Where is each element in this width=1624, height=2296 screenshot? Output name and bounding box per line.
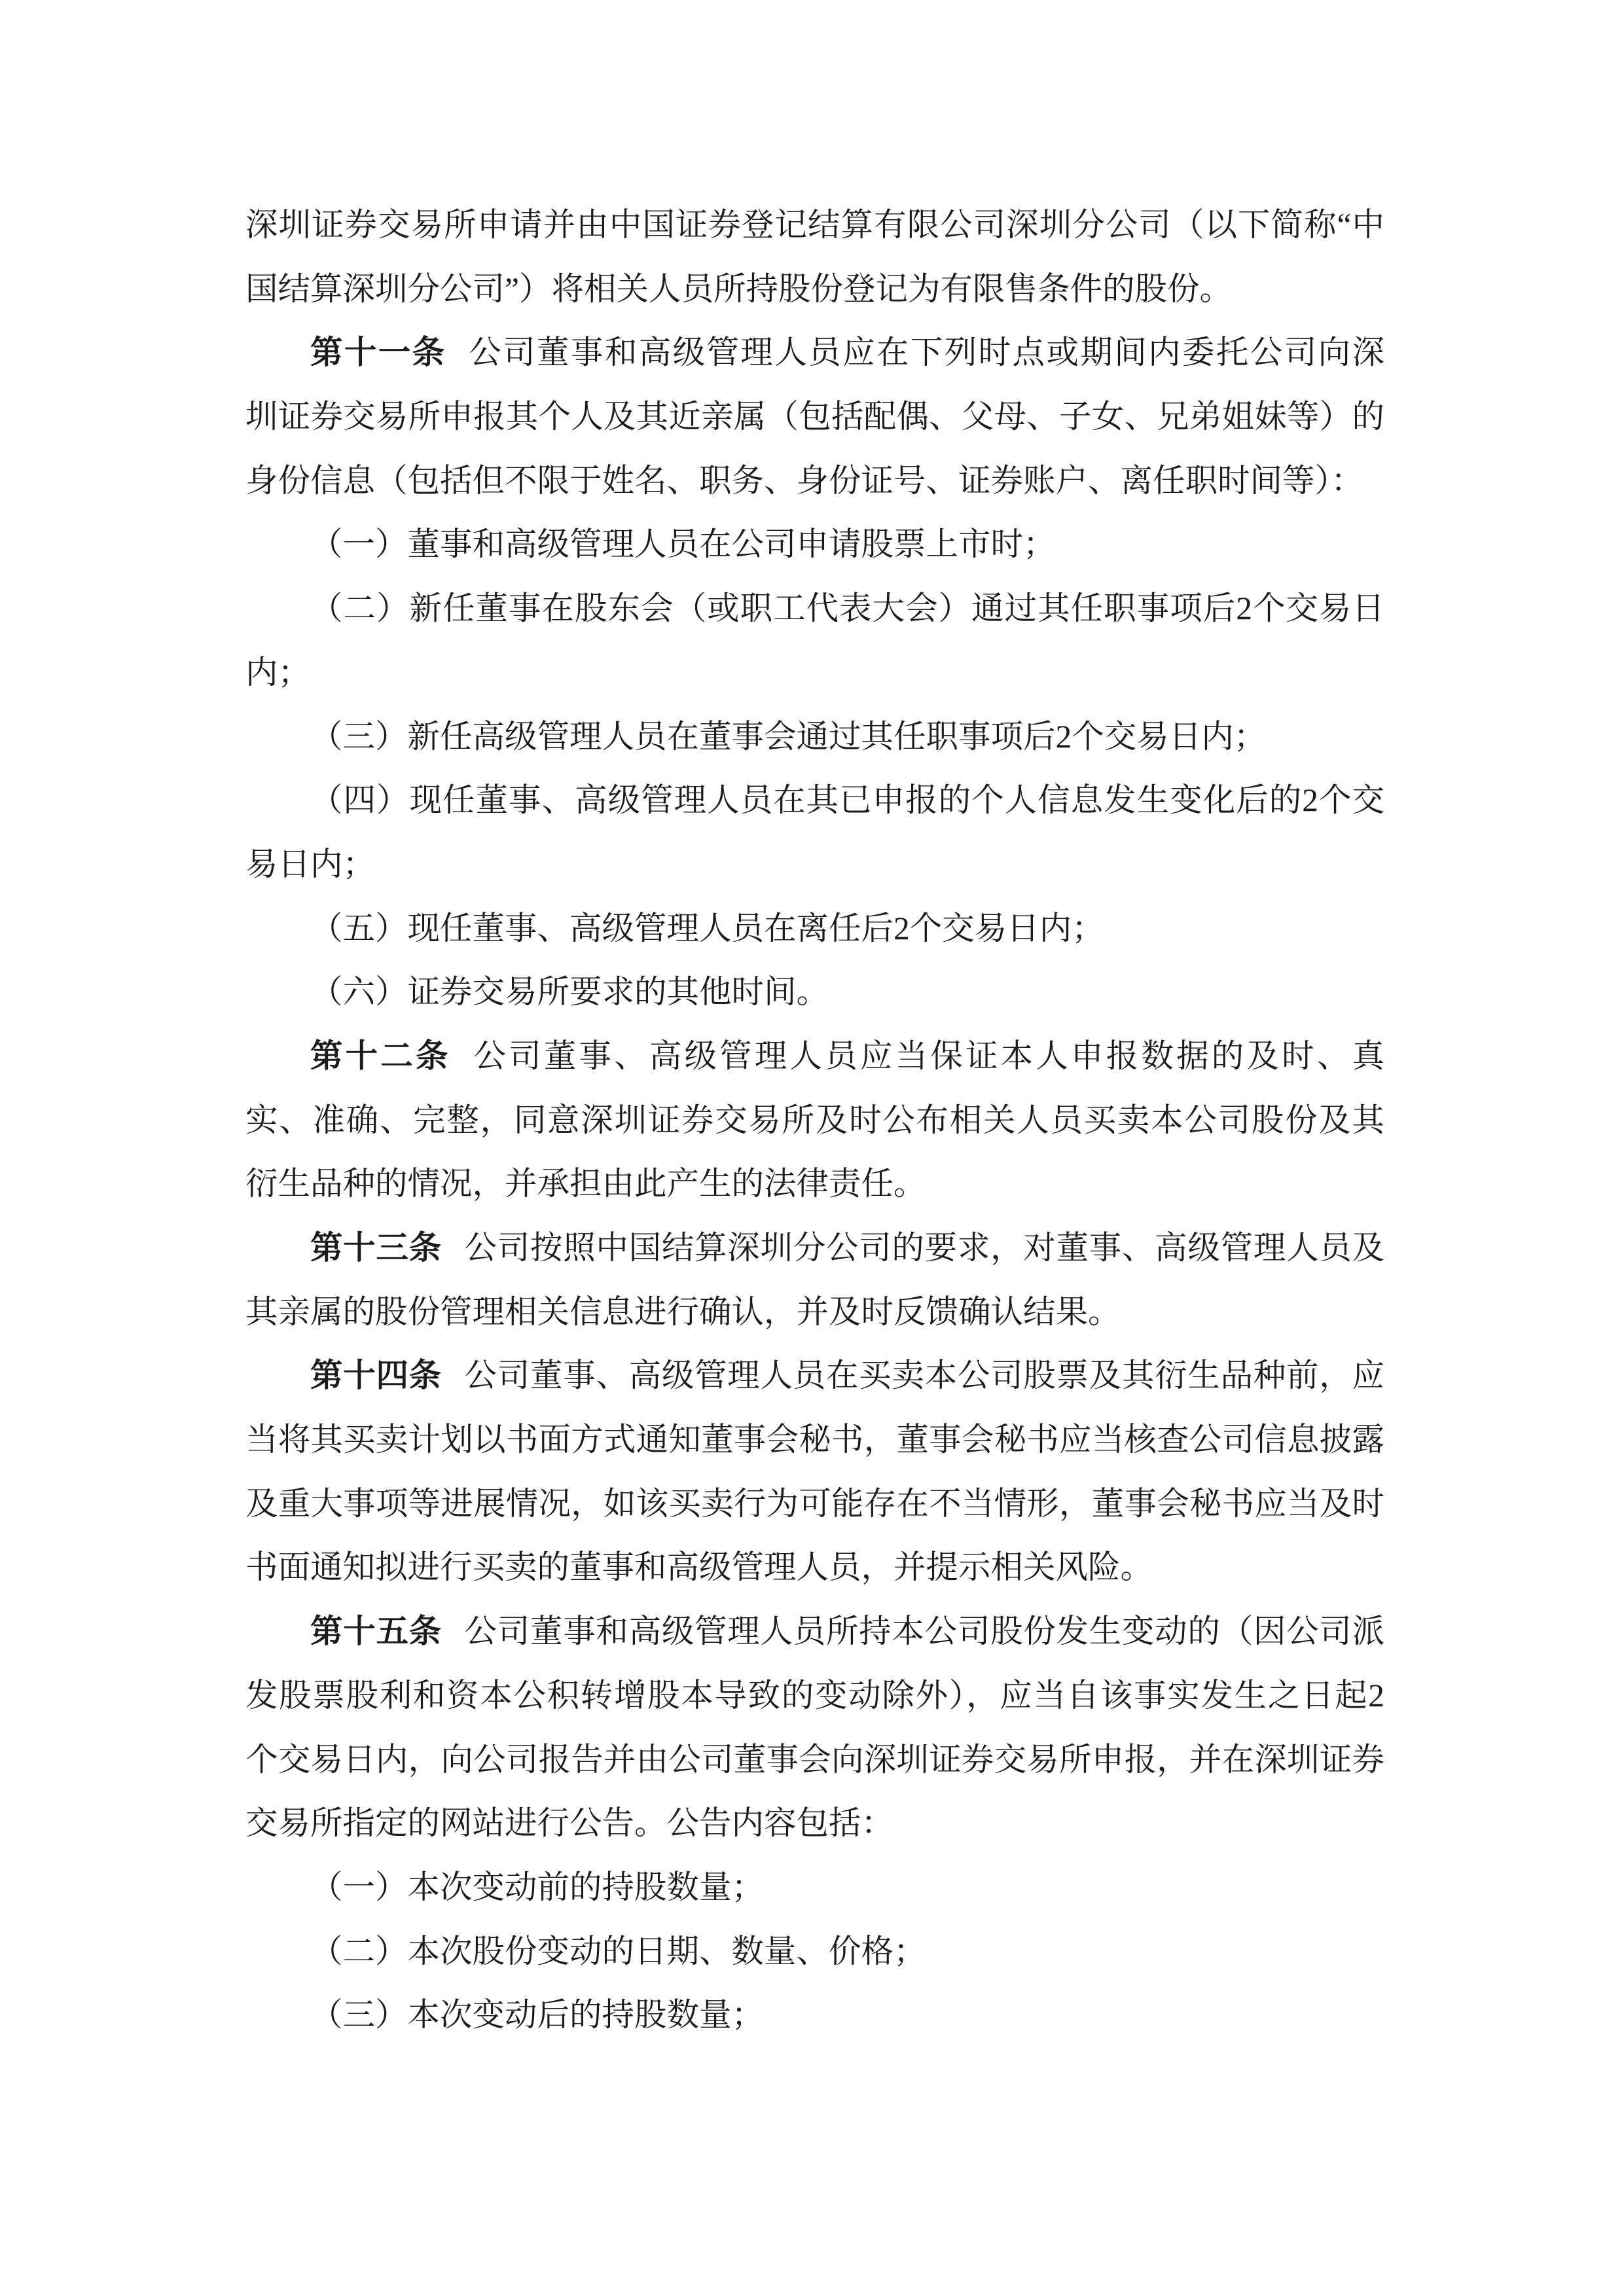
text-line: （一）本次变动前的持股数量； [310, 1869, 764, 1905]
paragraph-article-13 [245, 1216, 1384, 1344]
text-line [245, 1216, 1384, 1280]
text-line: 其亲属的股份管理相关信息进行确认，并及时反馈确认结果。 [245, 1293, 1121, 1330]
text-line [245, 1600, 1384, 1664]
text-line: （五）现任董事、高级管理人员在离任后2个交易日内； [310, 910, 1104, 946]
paragraph-article-12 [245, 1024, 1384, 1216]
text-line [245, 321, 1384, 385]
text-line: （四）现任董事、高级管理人员在其已申报的个人信息发生变化后的2个交 [310, 782, 1384, 819]
article-number-label: 第十五条 [310, 1613, 442, 1650]
line-text: 公司董事和高级管理人员应在下列时点或期间内委托公司向深 [469, 334, 1385, 371]
text-line: 身份信息（包括但不限于姓名、职务、身份证号、证券账户、离任职时间等）： [245, 462, 1363, 499]
paragraph-item-5 [245, 897, 1384, 961]
text-line [245, 1344, 1384, 1408]
text-line: （三）新任高级管理人员在董事会通过其任职事项后2个交易日内； [310, 718, 1267, 755]
line-text: 公司按照中国结算深圳分公司的要求，对董事、高级管理人员及 [464, 1230, 1385, 1266]
paragraph-article-15 [245, 1600, 1384, 1856]
line-text: 公司董事、高级管理人员在买卖本公司股票及其衍生品种前，应 [464, 1357, 1385, 1394]
text-line: 当将其买卖计划以书面方式通知董事会秘书，董事会秘书应当核查公司信息披露 [245, 1422, 1384, 1458]
text-line: （一）董事和高级管理人员在公司申请股票上市时； [310, 526, 1056, 563]
text-line: 及重大事项等进展情况，如该买卖行为可能存在不当情形，董事会秘书应当及时 [245, 1485, 1384, 1522]
article-number-label: 第十三条 [310, 1230, 442, 1266]
paragraph-announce-item-3 [245, 1983, 1384, 2047]
text-line: （六）证券交易所要求的其他时间。 [310, 974, 829, 1011]
document-content [245, 193, 1384, 2047]
text-line: 国结算深圳分公司”）将相关人员所持股份登记为有限售条件的股份。 [245, 270, 1232, 307]
text-line: 实、准确、完整，同意深圳证券交易所及时公布相关人员买卖本公司股份及其 [245, 1102, 1384, 1138]
paragraph-item-6 [245, 960, 1384, 1024]
text-line: 发股票股利和资本公积转增股本导致的变动除外），应当自该事实发生之日起2 [245, 1677, 1384, 1713]
text-line [245, 1024, 1384, 1088]
paragraph-announce-item-1 [245, 1856, 1384, 1920]
text-line: 书面通知拟进行买卖的董事和高级管理人员，并提示相关风险。 [245, 1549, 1153, 1586]
text-line: 深圳证券交易所申请并由中国证券登记结算有限公司深圳分公司（以下简称“中 [245, 207, 1384, 243]
paragraph-article-14 [245, 1344, 1384, 1600]
article-number-label: 第十二条 [310, 1037, 451, 1074]
text-line: 交易所指定的网站进行公告。公告内容包括： [245, 1805, 893, 1842]
text-line: 易日内； [245, 846, 375, 882]
article-number-label: 第十四条 [310, 1357, 442, 1394]
paragraph-continuation [245, 193, 1384, 321]
paragraph-announce-item-2 [245, 1920, 1384, 1984]
article-number-label: 第十一条 [310, 334, 446, 371]
paragraph-item-1 [245, 512, 1384, 577]
text-line: （二）新任董事在股东会（或职工代表大会）通过其任职事项后2个交易日 [310, 590, 1384, 627]
text-line: 衍生品种的情况，并承担由此产生的法律责任。 [245, 1166, 926, 1202]
line-text: 公司董事和高级管理人员所持本公司股份发生变动的（因公司派 [464, 1613, 1385, 1650]
text-line: 圳证券交易所申报其个人及其近亲属（包括配偶、父母、子女、兄弟姐妹等）的 [245, 399, 1384, 435]
text-line: 内； [245, 654, 310, 691]
text-line: （二）本次股份变动的日期、数量、价格； [310, 1933, 926, 1969]
paragraph-item-4 [245, 768, 1384, 896]
text-line: （三）本次变动后的持股数量； [310, 1997, 764, 2034]
text-line: 个交易日内，向公司报告并由公司董事会向深圳证券交易所申报，并在深圳证券 [245, 1741, 1384, 1778]
line-text: 公司董事、高级管理人员应当保证本人申报数据的及时、真 [473, 1037, 1385, 1074]
paragraph-article-11 [245, 321, 1384, 512]
paragraph-item-2 [245, 577, 1384, 704]
paragraph-item-3 [245, 705, 1384, 769]
